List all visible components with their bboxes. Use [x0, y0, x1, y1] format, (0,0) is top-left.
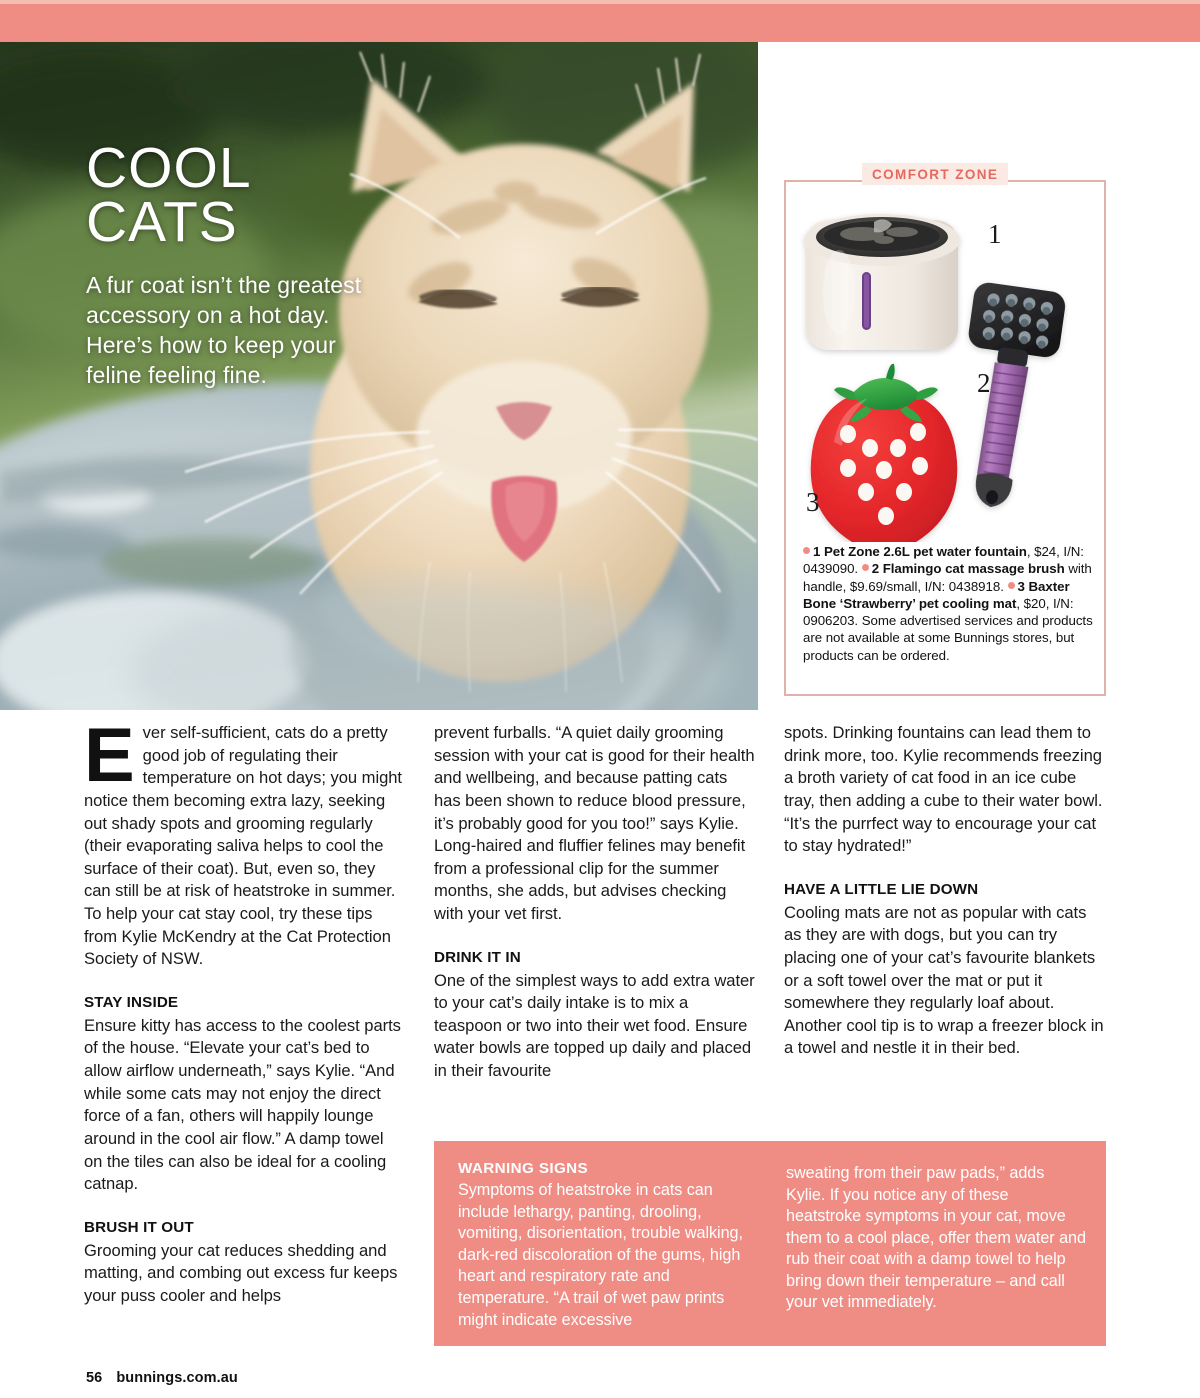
drop-cap: E	[84, 713, 135, 798]
product-caption	[803, 543, 1093, 664]
warning-column-2	[786, 1163, 1086, 1314]
caption-item-3-tail: , $20, I/N: 0906203. Some advertised services and products are not available at some Bunnings stores, but products can be ordered.	[803, 595, 1093, 663]
warning-text-2: sweating from their paw pads,” adds Kylie. If you notice any of these heatstroke symptoms in your cat, move them to a cool place, offer them water and rub their coat with a damp towel to help bring down their temperature – and call your vet immediately.	[786, 1164, 1086, 1312]
products-svg	[784, 182, 1106, 542]
page-title-line1: COOL	[86, 136, 252, 200]
caption-item-3-bold: pet cooling mat	[918, 595, 1017, 611]
caption-item-1-tail: , $24, I/N: 0439090.	[803, 544, 1084, 577]
page-number: 56	[86, 1370, 103, 1386]
top-banner-hairline	[0, 0, 1200, 4]
product-massage-brush	[945, 281, 1067, 514]
article-column-2	[434, 722, 756, 1083]
warning-column-1	[458, 1159, 758, 1331]
warning-text-1: Symptoms of heatstroke in cats can include lethargy, panting, drooling, vomiting, disorientation, trouble walking, dark-red discoloration of the gums, high heart and respiratory rate and temperature. “A trail of wet paw prints might indicate excessive	[458, 1181, 743, 1329]
caption-item-2-bold: cat massage brush	[945, 561, 1065, 577]
bullet-dot-2	[862, 564, 869, 571]
heading-stay-inside: STAY INSIDE	[84, 994, 179, 1012]
hero-text-block	[86, 136, 386, 391]
caption-item-1-lead: 1 Pet Zone 2.6L	[813, 544, 914, 559]
caption-item-2-tail: with handle, $9.69/small, I/N: 0438918.	[803, 561, 1092, 594]
paragraph-drink-it-in: One of the simplest ways to add extra water to your cat’s daily intake is to mix a teaspoon or two into their wet food. Ensure water bowls are topped up daily and placed in their favourite	[434, 970, 755, 1081]
bullet-dot-1	[803, 547, 810, 554]
product-illustrations	[784, 182, 1106, 542]
product-number-2: 2	[977, 368, 991, 398]
warning-title: WARNING SIGNS	[458, 1160, 589, 1177]
footer	[86, 1370, 238, 1386]
product-water-fountain	[804, 214, 960, 350]
article-column-3	[784, 722, 1106, 1060]
warning-signs-box	[434, 1141, 1106, 1346]
product-number-1: 1	[988, 219, 1002, 249]
product-strawberry-mat	[811, 364, 958, 542]
hero-subtitle: A fur coat isn’t the greatest accessory on a hot day. Here’s how to keep your feline feeling fine.	[86, 272, 362, 388]
article-intro-paragraph	[84, 713, 406, 971]
page-title-line2: CATS	[86, 189, 238, 254]
heading-have-a-little-lie-down: HAVE A LITTLE LIE DOWN	[784, 880, 979, 898]
bullet-dot-3	[1008, 582, 1015, 589]
footer-site: bunnings.com.au	[116, 1370, 238, 1386]
page-title	[86, 136, 386, 254]
caption-item-2-lead: 2 Flamingo	[871, 561, 946, 577]
caption-item-3-lead: 3 Baxter Bone ‘Strawberry’	[803, 578, 1070, 611]
paragraph-drink-continued: spots. Drinking fountains can lead them to drink more, too. Kylie recommends freezing a broth variety of cat food in an ice cube tray, then adding a cube to their water bowl. “It’s the purrfect way to encourage your cat to stay hydrated!”	[784, 723, 1103, 856]
paragraph-brush-it-out: Grooming your cat reduces shedding and matting, and combing out excess fur keeps your puss cooler and helps	[84, 1240, 398, 1305]
paragraph-brush-continued: prevent furballs. “A quiet daily grooming session with your cat is good for their health and wellbeing, and because patting cats has been shown to reduce blood pressure, it’s probably good for you too!” says Kylie. Long-haired and fluffier felines may benefit from a professional clip for the summer months, she adds, but advises checking with your vet first.	[434, 723, 755, 924]
hero-photo	[0, 42, 758, 710]
article-column-1	[84, 713, 406, 1308]
comfort-zone-label: COMFORT ZONE	[862, 163, 1008, 185]
paragraph-stay-inside: Ensure kitty has access to the coolest parts of the house. “Elevate your cat’s bed to allow airflow underneath,” says Kylie. “And while some cats may not enjoy the direct force of a fan, others will happily lounge around in the cool air flow.” A damp towel on the tiles can also be ideal for a cooling catnap.	[84, 1015, 401, 1194]
heading-drink-it-in: DRINK IT IN	[434, 948, 521, 966]
product-number-3: 3	[806, 487, 820, 517]
article-intro-text: ver self-sufficient, cats do a pretty good job of regulating their temperature on hot days; you might notice them becoming extra lazy, seeking out shady spots and grooming regularly (their evaporating saliva helps to cool the surface of their coat). But, even so, they can still be at risk of heatstroke in summer. To help your cat stay cool, try these tips from Kylie McKendry at the Cat Protection Society of NSW.	[84, 723, 402, 969]
heading-brush-it-out: BRUSH IT OUT	[84, 1218, 194, 1236]
paragraph-lie-down: Cooling mats are not as popular with cats as they are with dogs, but you can try placing one of your cat’s favourite blankets or a soft towel over the mat or put it somewhere they regularly loaf about. Another cool tip is to wrap a freezer block in a towel and nestle it in their bed.	[784, 902, 1104, 1058]
caption-item-1-bold: pet water fountain	[913, 544, 1027, 559]
top-banner	[0, 0, 1200, 42]
